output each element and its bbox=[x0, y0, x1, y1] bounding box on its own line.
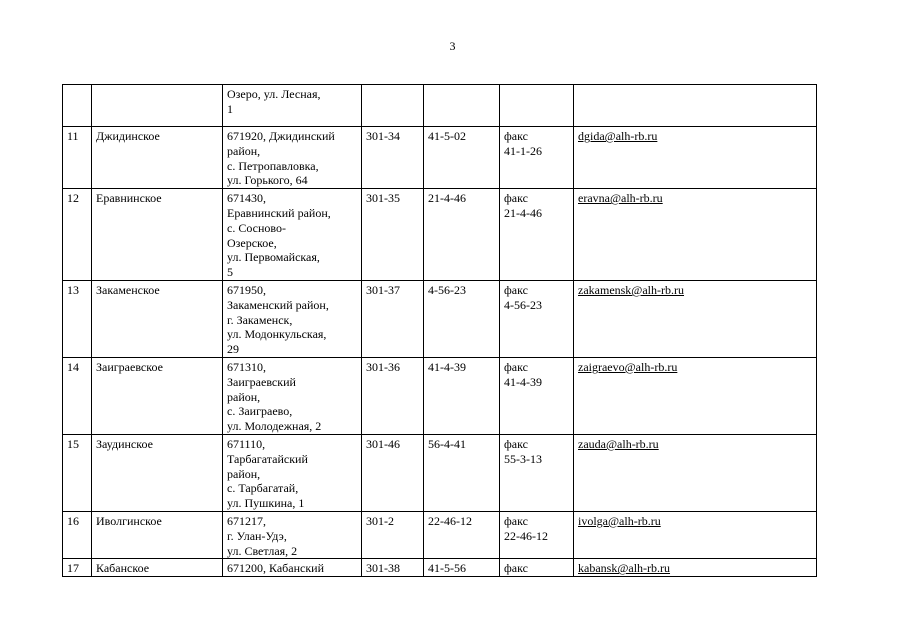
address-cell bbox=[223, 357, 362, 434]
row-number-cell bbox=[63, 357, 92, 434]
fax-cell bbox=[500, 280, 574, 357]
table-row bbox=[63, 357, 817, 434]
email-cell-line[interactable]: dgida@alh-rb.ru bbox=[578, 129, 658, 143]
address-cell-line: 671310, bbox=[227, 359, 266, 374]
phone-cell bbox=[424, 357, 500, 434]
row-number-cell-line: 13 bbox=[67, 282, 79, 297]
address-cell-line: 671217, bbox=[227, 513, 266, 528]
fax-cell bbox=[500, 189, 574, 281]
address-cell-line: 671200, Кабанский bbox=[227, 561, 325, 576]
phone-cell bbox=[424, 127, 500, 189]
address-cell-line: район, bbox=[227, 389, 261, 404]
phone-cell-line: 41-4-39 bbox=[428, 359, 466, 374]
email-cell-line[interactable]: zakamensk@alh-rb.ru bbox=[578, 282, 685, 297]
address-cell bbox=[223, 434, 362, 511]
phone-code-cell bbox=[362, 189, 424, 281]
forestry-name-cell bbox=[92, 434, 223, 511]
forestry-name-cell-line: Закаменское bbox=[96, 282, 160, 297]
email-cell bbox=[574, 434, 817, 511]
row-number-cell-line: 12 bbox=[67, 191, 79, 206]
phone-cell bbox=[424, 434, 500, 511]
address-cell-line: Заиграевский bbox=[227, 374, 296, 389]
fax-cell-line: факс bbox=[504, 561, 528, 576]
email-cell bbox=[574, 511, 817, 558]
email-cell-line[interactable]: zaigraevo@alh-rb.ru bbox=[578, 359, 678, 374]
table-row bbox=[63, 280, 817, 357]
address-cell-line: г. Улан-Удэ, bbox=[227, 528, 287, 543]
forestry-name-cell-line: Кабанское bbox=[96, 561, 150, 576]
address-cell-line: район, bbox=[227, 466, 261, 481]
phone-cell bbox=[424, 280, 500, 357]
forestry-directory-table bbox=[62, 84, 817, 577]
fax-cell-line: факс bbox=[504, 191, 528, 206]
address-cell-line: Озеро, ул. Лесная, bbox=[227, 87, 321, 101]
phone-cell-line: 56-4-41 bbox=[428, 436, 466, 451]
address-cell-line: с. Сосново- bbox=[227, 220, 286, 235]
address-cell-line: 29 bbox=[227, 342, 239, 357]
phone-code-cell-line: 301-34 bbox=[366, 129, 400, 143]
phone-code-cell bbox=[362, 357, 424, 434]
fax-cell bbox=[500, 511, 574, 558]
address-cell-line: Озерское, bbox=[227, 235, 277, 250]
forestry-name-cell bbox=[92, 280, 223, 357]
email-cell-line[interactable]: zauda@alh-rb.ru bbox=[578, 436, 659, 451]
address-cell-line: с. Петропавловка, bbox=[227, 158, 319, 173]
phone-cell bbox=[424, 189, 500, 281]
address-cell-line: Еравнинский район, bbox=[227, 205, 331, 220]
row-number-cell-line: 15 bbox=[67, 436, 79, 451]
phone-code-cell bbox=[362, 280, 424, 357]
email-cell bbox=[574, 189, 817, 281]
address-cell bbox=[223, 559, 362, 577]
phone-cell bbox=[424, 511, 500, 558]
page-number: 3 bbox=[449, 39, 456, 53]
fax-cell bbox=[500, 357, 574, 434]
phone-code-cell-line: 301-35 bbox=[366, 191, 400, 206]
email-cell-line[interactable]: kabansk@alh-rb.ru bbox=[578, 561, 671, 576]
address-cell-line: г. Закаменск, bbox=[227, 312, 293, 327]
fax-cell-line: факс bbox=[504, 436, 528, 451]
table-row bbox=[63, 127, 817, 189]
address-cell-line: Тарбагатайский bbox=[227, 451, 308, 466]
fax-cell-line: 22-46-12 bbox=[504, 528, 548, 543]
table-row bbox=[63, 434, 817, 511]
row-number-cell-line: 11 bbox=[67, 129, 79, 143]
row-number-cell bbox=[63, 559, 92, 577]
table-body bbox=[63, 85, 817, 577]
fax-cell bbox=[500, 85, 574, 127]
phone-cell bbox=[424, 559, 500, 577]
address-cell-line: с. Тарбагатай, bbox=[227, 481, 299, 496]
email-cell bbox=[574, 280, 817, 357]
address-cell-line: ул. Пушкина, 1 bbox=[227, 496, 305, 511]
email-cell-line[interactable]: eravna@alh-rb.ru bbox=[578, 191, 663, 206]
forestry-name-cell-line: Джидинское bbox=[96, 129, 160, 143]
forestry-name-cell bbox=[92, 357, 223, 434]
address-cell-line: Закаменский район, bbox=[227, 297, 329, 312]
forestry-name-cell bbox=[92, 511, 223, 558]
address-cell-line: с. Заиграево, bbox=[227, 404, 293, 419]
fax-cell bbox=[500, 127, 574, 189]
address-cell-line: ул. Светлая, 2 bbox=[227, 543, 298, 558]
address-cell-line: 5 bbox=[227, 265, 233, 280]
phone-cell bbox=[424, 85, 500, 127]
address-cell bbox=[223, 189, 362, 281]
address-cell-line: ул. Горького, 64 bbox=[227, 173, 308, 188]
email-cell bbox=[574, 357, 817, 434]
phone-cell-line: 41-5-02 bbox=[428, 129, 466, 143]
address-cell bbox=[223, 127, 362, 189]
row-number-cell-line: 14 bbox=[67, 359, 79, 374]
address-cell bbox=[223, 280, 362, 357]
address-cell-line: 671110, bbox=[227, 436, 266, 451]
row-number-cell bbox=[63, 189, 92, 281]
phone-cell-line: 21-4-46 bbox=[428, 191, 466, 206]
fax-cell-line: факс bbox=[504, 282, 528, 297]
fax-cell bbox=[500, 434, 574, 511]
fax-cell-line: 41-1-26 bbox=[504, 143, 542, 158]
fax-cell bbox=[500, 559, 574, 577]
forestry-name-cell-line: Заудинское bbox=[96, 436, 153, 451]
phone-code-cell-line: 301-38 bbox=[366, 561, 400, 576]
row-number-cell-line: 17 bbox=[67, 561, 79, 576]
forestry-name-cell bbox=[92, 189, 223, 281]
email-cell bbox=[574, 559, 817, 577]
phone-code-cell bbox=[362, 559, 424, 577]
address-cell-line: 1 bbox=[227, 101, 233, 116]
table-row bbox=[63, 511, 817, 558]
row-number-cell bbox=[63, 434, 92, 511]
phone-code-cell-line: 301-46 bbox=[366, 436, 400, 451]
row-number-cell-line: 16 bbox=[67, 513, 79, 528]
forestry-name-cell bbox=[92, 559, 223, 577]
email-cell bbox=[574, 85, 817, 127]
phone-code-cell-line: 301-37 bbox=[366, 282, 400, 297]
fax-cell-line: 55-3-13 bbox=[504, 451, 542, 466]
address-cell-line: район, bbox=[227, 143, 261, 158]
phone-code-cell-line: 301-2 bbox=[366, 513, 394, 528]
address-cell bbox=[223, 85, 362, 127]
address-cell-line: ул. Молодежная, 2 bbox=[227, 419, 322, 434]
table-row bbox=[63, 85, 817, 127]
address-cell-line: 671430, bbox=[227, 191, 266, 206]
fax-cell-line: факс bbox=[504, 129, 528, 143]
table-row bbox=[63, 189, 817, 281]
row-number-cell bbox=[63, 127, 92, 189]
fax-cell-line: 21-4-46 bbox=[504, 205, 542, 220]
fax-cell-line: 41-4-39 bbox=[504, 374, 542, 389]
forestry-name-cell-line: Еравнинское bbox=[96, 191, 162, 206]
email-cell-line[interactable]: ivolga@alh-rb.ru bbox=[578, 513, 661, 528]
phone-cell-line: 41-5-56 bbox=[428, 561, 466, 576]
address-cell-line: 671950, bbox=[227, 282, 266, 297]
address-cell-line: 671920, Джидинский bbox=[227, 129, 335, 143]
email-cell bbox=[574, 127, 817, 189]
forestry-name-cell-line: Иволгинское bbox=[96, 513, 162, 528]
phone-code-cell bbox=[362, 511, 424, 558]
forestry-name-cell bbox=[92, 85, 223, 127]
phone-code-cell bbox=[362, 85, 424, 127]
phone-code-cell bbox=[362, 127, 424, 189]
table-row bbox=[63, 559, 817, 577]
forestry-name-cell bbox=[92, 127, 223, 189]
fax-cell-line: факс bbox=[504, 359, 528, 374]
forestry-name-cell-line: Заиграевское bbox=[96, 359, 163, 374]
fax-cell-line: факс bbox=[504, 513, 528, 528]
row-number-cell bbox=[63, 280, 92, 357]
phone-cell-line: 22-46-12 bbox=[428, 513, 472, 528]
row-number-cell bbox=[63, 85, 92, 127]
address-cell bbox=[223, 511, 362, 558]
phone-code-cell bbox=[362, 434, 424, 511]
address-cell-line: ул. Первомайская, bbox=[227, 250, 320, 265]
address-cell-line: ул. Модонкульская, bbox=[227, 327, 327, 342]
phone-cell-line: 4-56-23 bbox=[428, 282, 466, 297]
fax-cell-line: 4-56-23 bbox=[504, 297, 542, 312]
row-number-cell bbox=[63, 511, 92, 558]
phone-code-cell-line: 301-36 bbox=[366, 359, 400, 374]
